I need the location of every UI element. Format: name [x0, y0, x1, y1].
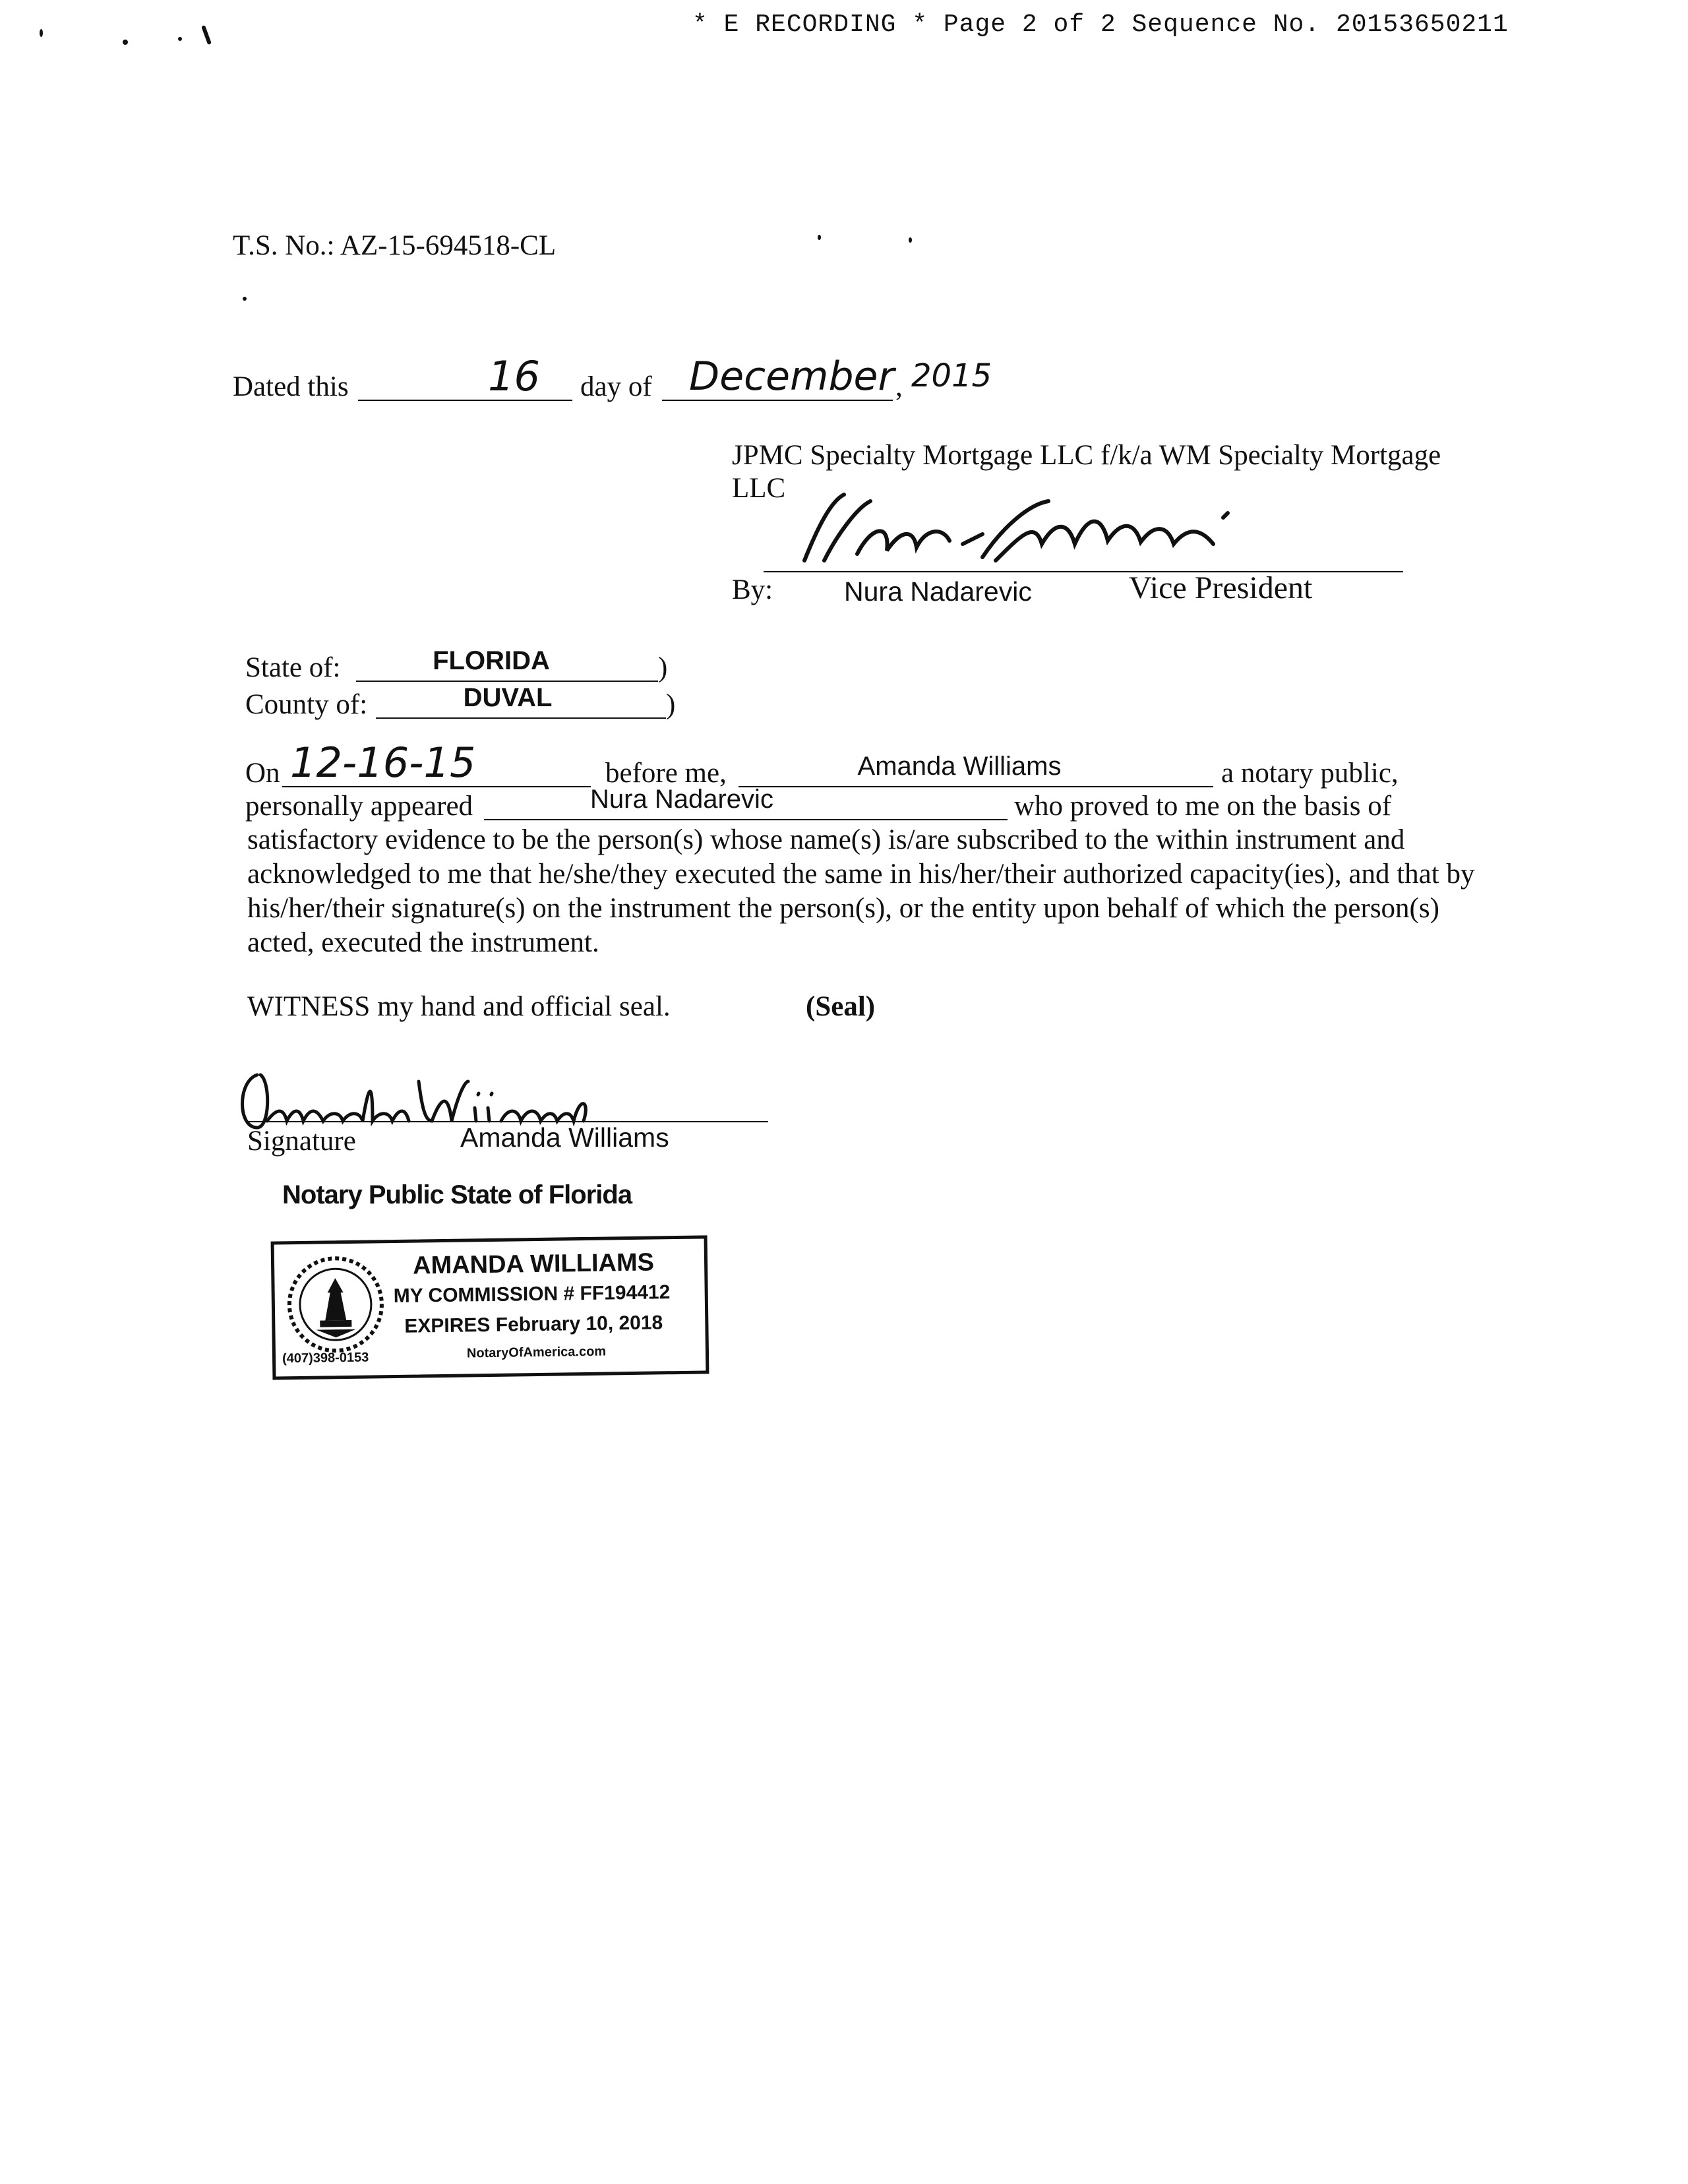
scan-speck [40, 29, 43, 37]
ack-date: 12-16-15 [290, 739, 476, 787]
on-label: On [245, 758, 280, 789]
scan-speck [178, 37, 182, 41]
notary-title: Notary Public State of Florida [282, 1180, 632, 1209]
stamp-name: AMANDA WILLIAMS [412, 1248, 655, 1280]
officer-title: Vice President [1129, 570, 1313, 605]
stamp-commission: MY COMMISSION # FF194412 [393, 1281, 671, 1308]
company-line-1: JPMC Specialty Mortgage LLC f/k/a WM Specialty Mortgage [732, 440, 1441, 471]
county-label: County of: [245, 689, 368, 720]
scan-speck [909, 237, 912, 243]
month-blank [662, 400, 893, 401]
scan-speck [818, 235, 821, 240]
dated-day: 16 [488, 352, 540, 400]
dated-prefix: Dated this [233, 371, 349, 402]
dated-month: December [689, 353, 895, 400]
dated-year: 2015 [911, 357, 992, 394]
dated-comma: , [895, 371, 903, 402]
signature-label: Signature [247, 1126, 356, 1157]
scan-speck [123, 40, 128, 45]
by-label: By: [732, 574, 773, 605]
stamp-phone: (407)398-0153 [282, 1350, 369, 1366]
state-blank [356, 681, 658, 682]
witness-text: WITNESS my hand and official seal. [247, 991, 671, 1022]
notary-seal-emblem [282, 1251, 389, 1358]
appeared-name-blank [484, 819, 1008, 820]
seal-label: (Seal) [806, 991, 876, 1022]
recording-header: * E RECORDING * Page 2 of 2 Sequence No. 20153650211 [692, 11, 1509, 39]
ts-number [233, 229, 556, 262]
notary-stamp [271, 1235, 709, 1380]
notary-public-text: a notary public, [1221, 758, 1399, 789]
who-proved: who proved to me on the basis of [1014, 791, 1392, 822]
notary-printed-name: Amanda Williams [460, 1122, 669, 1153]
state-value: FLORIDA [433, 646, 550, 675]
personally-appeared: personally appeared [245, 791, 473, 822]
appeared-name: Nura Nadarevic [590, 785, 773, 814]
acknowledgment-body: satisfactory evidence to be the person(s) whose name(s) is/are subscribed to the within instrument and acknowledged to me that he/she/they executed the same in his/her/their authorized capacity(ies), and that by his/her/their signature(s) on the instrument the person(s), or the entity upon behalf of which the person(s) acted, executed the instrument. [247, 824, 1475, 958]
county-paren: ) [666, 689, 676, 720]
county-blank [376, 717, 666, 719]
officer-signature [758, 481, 1259, 580]
company-line-2: LLC [732, 473, 786, 504]
ts-number-value: AZ-15-694518-CL [340, 230, 557, 261]
county-value: DUVAL [463, 683, 553, 712]
state-paren: ) [658, 652, 668, 683]
stamp-expires: EXPIRES February 10, 2018 [404, 1312, 663, 1337]
before-me: before me, [605, 758, 727, 789]
day-blank [358, 400, 572, 401]
scan-speck [243, 297, 247, 301]
scan-speck [201, 25, 212, 45]
officer-name: Nura Nadarevic [844, 576, 1032, 607]
ts-number-label: T.S. No.: [233, 230, 335, 261]
stamp-website: NotaryOfAmerica.com [466, 1344, 607, 1361]
notary-name: Amanda Williams [857, 752, 1062, 781]
state-label: State of: [245, 652, 341, 683]
dated-middle: day of [580, 371, 652, 402]
